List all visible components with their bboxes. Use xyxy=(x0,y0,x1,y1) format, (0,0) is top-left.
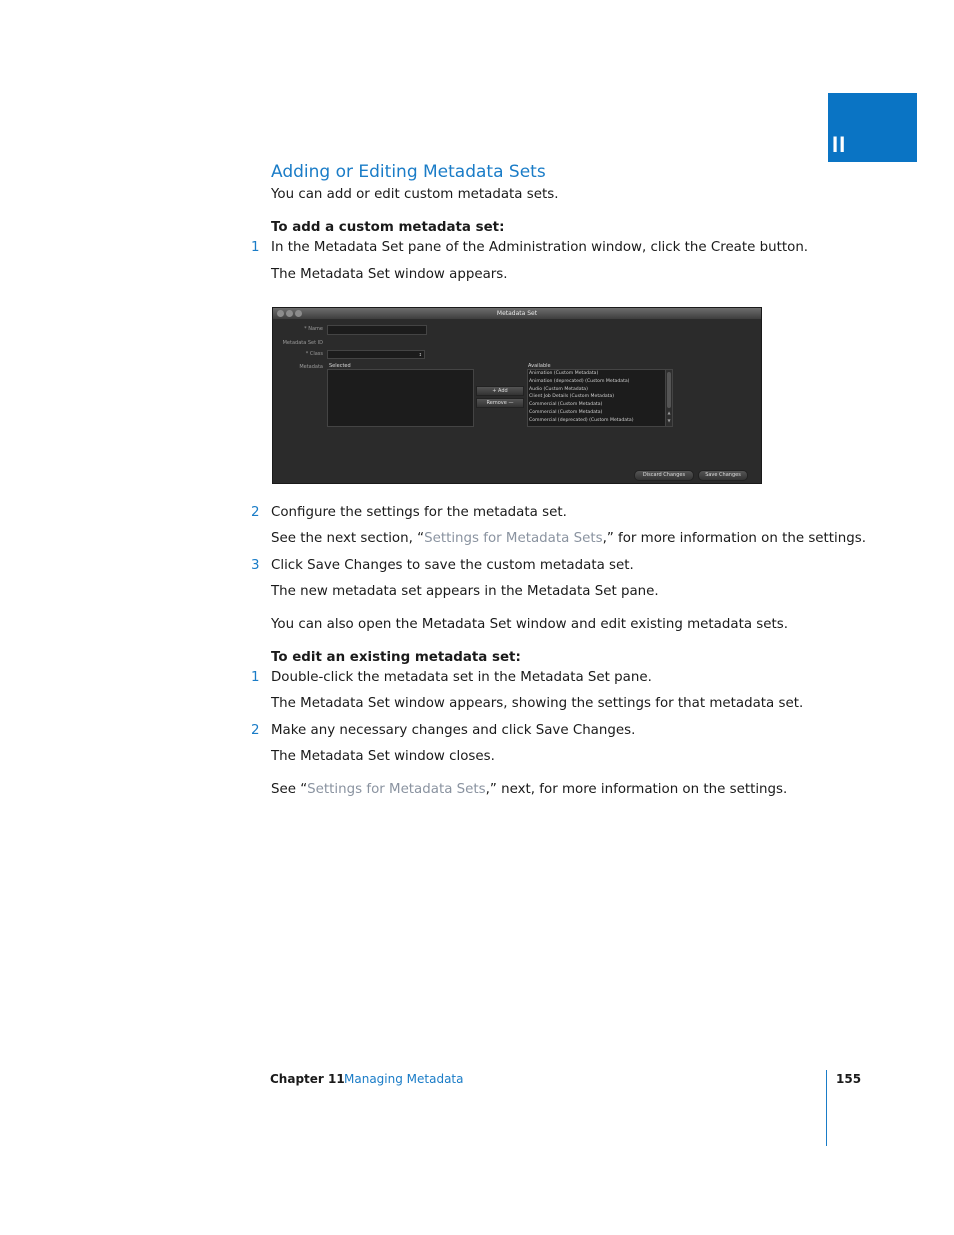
add-step2-see xyxy=(271,530,866,548)
remove-button[interactable] xyxy=(476,398,524,408)
available-list-item[interactable]: Commercial (Custom Metadata) xyxy=(529,402,603,408)
available-list-item[interactable]: Commercial (deprecated) (Custom Metadata) xyxy=(529,417,634,423)
selected-list[interactable] xyxy=(327,369,474,427)
edit-step1-number: 1 xyxy=(251,670,260,685)
available-list-item[interactable]: Client Job Details (Custom Metadata) xyxy=(529,394,615,400)
available-label: Available xyxy=(528,363,551,369)
name-label: * Name xyxy=(304,326,323,332)
footer-chapter: Chapter 11 xyxy=(270,1072,345,1086)
minus-icon: — xyxy=(508,400,514,406)
window-titlebar xyxy=(273,308,761,319)
add-step1-number: 1 xyxy=(251,240,260,255)
add-step3-text: Click Save Changes to save the custom metadata set. xyxy=(271,558,634,573)
selected-label: Selected xyxy=(329,363,351,369)
add-step1-text: In the Metadata Set pane of the Administration window, click the Create button. xyxy=(271,240,809,255)
groups-label: Metadata xyxy=(299,364,323,370)
available-list-item[interactable]: Animation (deprecated) (Custom Metadata) xyxy=(529,378,630,384)
add-step2-text: Configure the settings for the metadata set. xyxy=(271,505,567,520)
save-changes-button[interactable]: Save Changes xyxy=(698,470,748,481)
available-list-item[interactable]: Audio (Custom Metadata) xyxy=(529,386,588,392)
window-title: Metadata Set xyxy=(496,310,538,317)
add-step3-result: The new metadata set appears in the Metadata Set pane. xyxy=(271,584,659,599)
plus-icon: + xyxy=(492,388,497,394)
final-see-suffix: ,” next, for more information on the settings. xyxy=(485,782,788,797)
edit-step2-number: 2 xyxy=(251,723,260,738)
edit-step1-text: Double-click the metadata set in the Metadata Set pane. xyxy=(271,670,652,685)
add-button-label: Add xyxy=(498,388,508,394)
settings-xref-link[interactable]: Settings for Metadata Sets xyxy=(424,531,603,546)
add-section-title: To add a custom metadata set: xyxy=(271,220,505,235)
scroll-down-icon[interactable]: ▼ xyxy=(667,418,671,423)
class-label: * Class xyxy=(305,351,323,357)
edit-step1-result: The Metadata Set window appears, showing the settings for that metadata set. xyxy=(271,696,804,711)
name-input[interactable] xyxy=(327,325,427,335)
available-list-item[interactable]: Commercial (Custom Metadata) xyxy=(529,409,603,415)
available-list[interactable] xyxy=(527,369,673,427)
final-see-prefix: See “ xyxy=(271,782,308,797)
also-text: You can also open the Metadata Set window and edit existing metadata sets. xyxy=(271,617,788,632)
set-id-label: Metadata Set ID xyxy=(282,340,323,346)
scroll-up-icon[interactable]: ▲ xyxy=(667,410,671,415)
part-tab xyxy=(828,93,917,162)
footer-divider xyxy=(826,1070,827,1146)
edit-section-title: To edit an existing metadata set: xyxy=(271,650,521,665)
see-prefix: See the next section, “ xyxy=(271,531,425,546)
see-suffix: ,” for more information on the settings. xyxy=(602,531,866,546)
add-step1-result: The Metadata Set window appears. xyxy=(271,267,508,282)
part-tab-label: II xyxy=(832,132,847,157)
select-arrows-icon: ↕ xyxy=(418,352,422,357)
available-list-item[interactable]: Animation (Custom Metadata) xyxy=(529,371,599,376)
add-step3-number: 3 xyxy=(251,558,260,573)
edit-step2-text: Make any necessary changes and click Save Changes. xyxy=(271,723,636,738)
intro-text: You can add or edit custom metadata sets. xyxy=(271,187,559,202)
discard-changes-button[interactable]: Discard Changes xyxy=(634,470,694,481)
edit-step2-result: The Metadata Set window closes. xyxy=(271,749,495,764)
section-heading: Adding or Editing Metadata Sets xyxy=(271,162,546,182)
remove-button-label: Remove xyxy=(486,400,507,406)
final-see xyxy=(271,781,787,799)
scrollbar-thumb[interactable] xyxy=(667,372,671,408)
final-settings-xref-link[interactable]: Settings for Metadata Sets xyxy=(307,782,486,797)
footer-chapter-title: Managing Metadata xyxy=(344,1072,464,1086)
class-select[interactable] xyxy=(327,350,425,359)
metadata-set-window-screenshot xyxy=(272,307,762,484)
available-list-scrollbar[interactable] xyxy=(665,370,672,426)
add-button[interactable] xyxy=(476,386,524,396)
page-number: 155 xyxy=(836,1072,862,1086)
add-step2-number: 2 xyxy=(251,505,260,520)
